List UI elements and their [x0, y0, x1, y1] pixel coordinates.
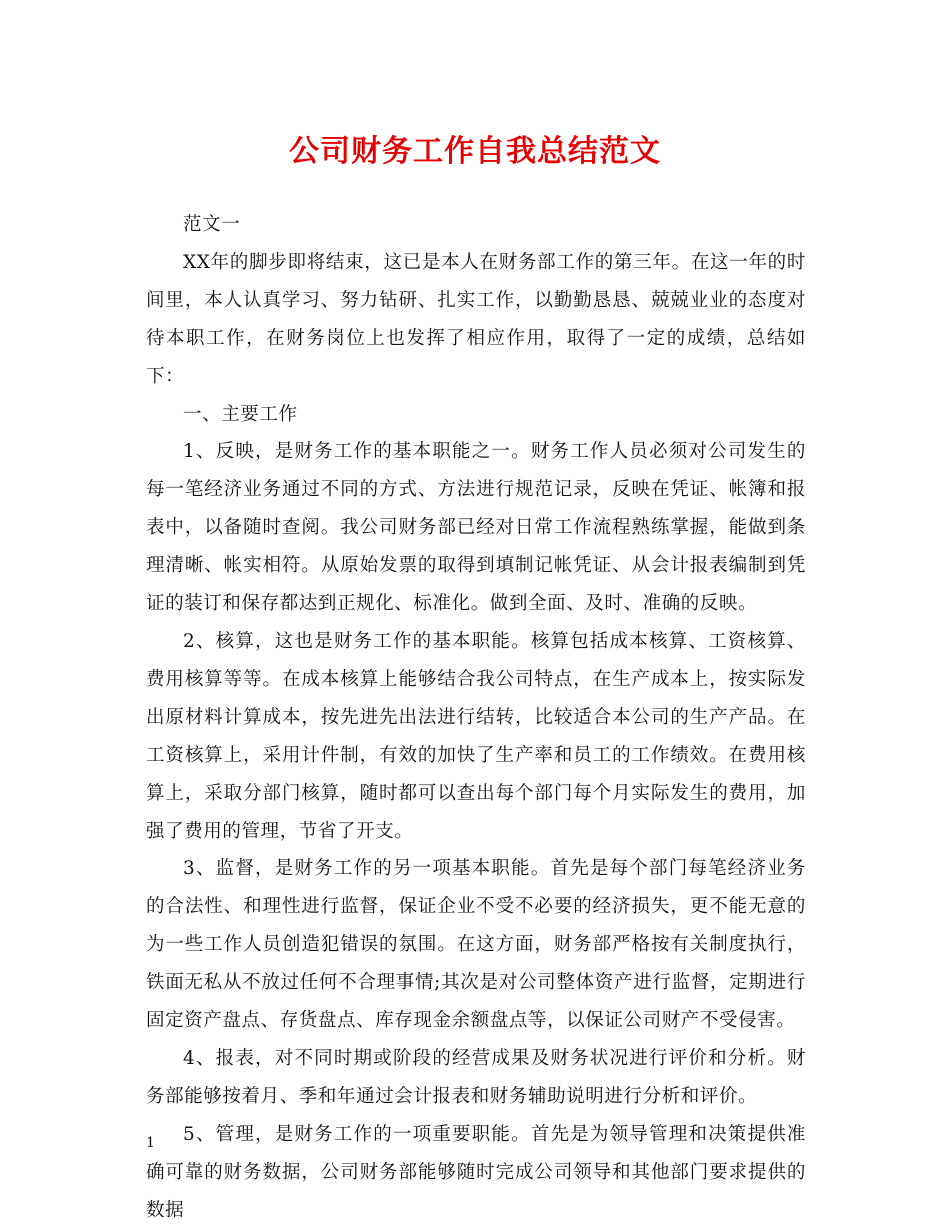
paragraph-sample-label: 范文一: [183, 214, 241, 235]
paragraph-item-2: 2、核算，这也是财务工作的基本职能。核算包括成本核算、工资核算、费用核算等等。在成本核算上能够结合我公司特点，在生产成本上，按实际发出原材料计算成本，按先进先出法进行结转，比较适合本公司的生产产品。在工资核算上，采用计件制，有效的加快了生产率和员工的工作绩效。在费用核算上，采取分部门核算，随时都可以查出每个部门每个月实际发生的费用，加强了费用的管理，节省了开支。: [146, 630, 806, 842]
section-heading-main-work: 一、主要工作: [183, 403, 298, 425]
paragraph-item-3: 3、监督，是财务工作的另一项基本职能。首先是每个部门每笔经济业务的合法性、和理性进行监督，保证企业不受不必要的经济损失，更不能无意的为一些工作人员创造犯错误的氛围。在这方面，财务部严格按有关制度执行，铁面无私从不放过任何不合理事情;其次是对公司整体资产进行监督，定期进行固定资产盘点、存货盘点、库存现金余额盘点等，以保证公司财产不受侵害。: [146, 858, 806, 1032]
paragraph-intro: XX年的脚步即将结束，这已是本人在财务部工作的第三年。在这一年的时间里，本人认真学习、努力钻研、扎实工作，以勤勤恳恳、兢兢业业的态度对待本职工作，在财务岗位上也发挥了相应作用，取得了一定的成绩，总结如下：: [146, 251, 806, 387]
paragraph-item-5: 5、管理，是财务工作的一项重要职能。首先是为领导管理和决策提供准确可靠的财务数据，公司财务部能够随时完成公司领导和其他部门要求提供的数据: [146, 1123, 806, 1221]
paragraph-item-1: 1、反映，是财务工作的基本职能之一。财务工作人员必须对公司发生的每一笔经济业务通过不同的方式、方法进行规范记录，反映在凭证、帐簿和报表中，以备随时查阅。我公司财务部已经对日常工作流程熟练掌握，能做到条理清晰、帐实相符。从原始发票的取得到填制记帐凭证、从会计报表编制到凭证的装订和保存都达到正规化、标准化。做到全面、及时、准确的反映。: [146, 441, 806, 615]
document-body: [146, 206, 806, 1229]
document-title: 公司财务工作自我总结范文: [289, 134, 661, 169]
page-number: 1: [146, 1135, 155, 1151]
paragraph-item-4: 4、报表，对不同时期或阶段的经营成果及财务状况进行评价和分析。财务部能够按着月、季和年通过会计报表和财务辅助说明进行分析和评价。: [146, 1047, 806, 1107]
